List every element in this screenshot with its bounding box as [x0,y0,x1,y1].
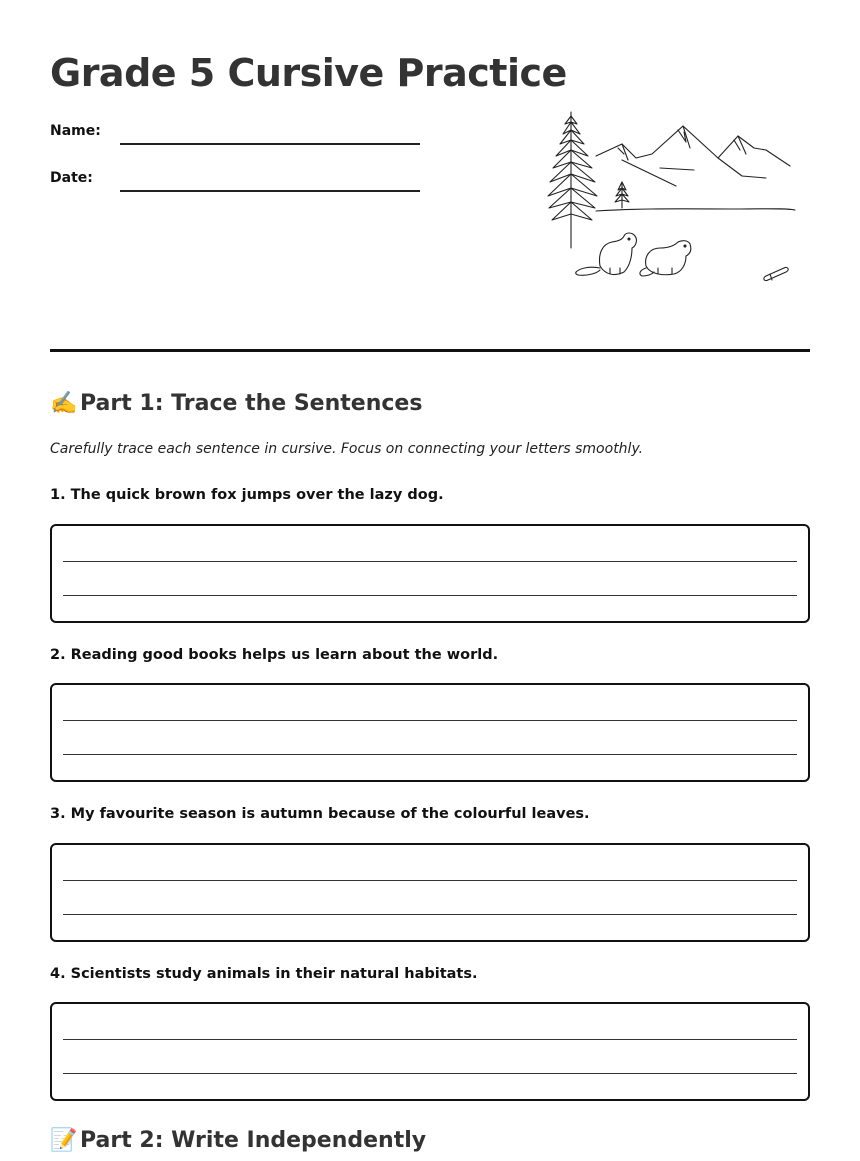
part2-heading [50,1127,426,1155]
trace-line [63,1073,797,1074]
trace-box-4[interactable] [50,1002,810,1101]
trace-line [63,754,797,755]
header-divider [50,349,810,352]
date-label: Date: [50,170,93,186]
trace-line [63,595,797,596]
name-field-row [50,115,420,145]
mountain-range [596,126,790,166]
sentence-label-1: 1. The quick brown fox jumps over the lazy dog. [50,487,444,503]
trace-box-3[interactable] [50,843,810,942]
beaver-right [640,241,691,276]
trace-line [63,1039,797,1040]
nature-illustration [540,108,800,288]
log [764,267,788,280]
mountain-snow [618,130,740,154]
small-pine-tree [615,182,629,208]
date-input[interactable] [120,174,420,192]
beaver-left [576,233,637,275]
name-input[interactable] [120,127,420,145]
writing-hand-icon: ✍️ [50,391,78,416]
trace-box-2[interactable] [50,683,810,782]
part1-heading-text: Part 1: Trace the Sentences [80,391,423,416]
part1-heading [50,390,422,418]
date-field-row [50,162,420,192]
trace-box-1[interactable] [50,524,810,623]
pine-tree [548,112,597,248]
page-title: Grade 5 Cursive Practice [50,51,567,95]
sentence-label-2: 2. Reading good books helps us learn about the world. [50,647,499,663]
name-label: Name: [50,123,101,139]
trace-line [63,561,797,562]
horizon-line [596,209,795,211]
sentence-label-4: 4. Scientists study animals in their natural habitats. [50,966,478,982]
sentence-label-3: 3. My favourite season is autumn because of the colourful leaves. [50,806,590,822]
trace-line [63,720,797,721]
memo-icon: 📝 [50,1128,78,1153]
part2-heading-text: Part 2: Write Independently [80,1128,427,1153]
part1-instructions: Carefully trace each sentence in cursive. Focus on connecting your letters smoothly. [50,441,644,457]
trace-line [63,914,797,915]
trace-line [63,880,797,881]
